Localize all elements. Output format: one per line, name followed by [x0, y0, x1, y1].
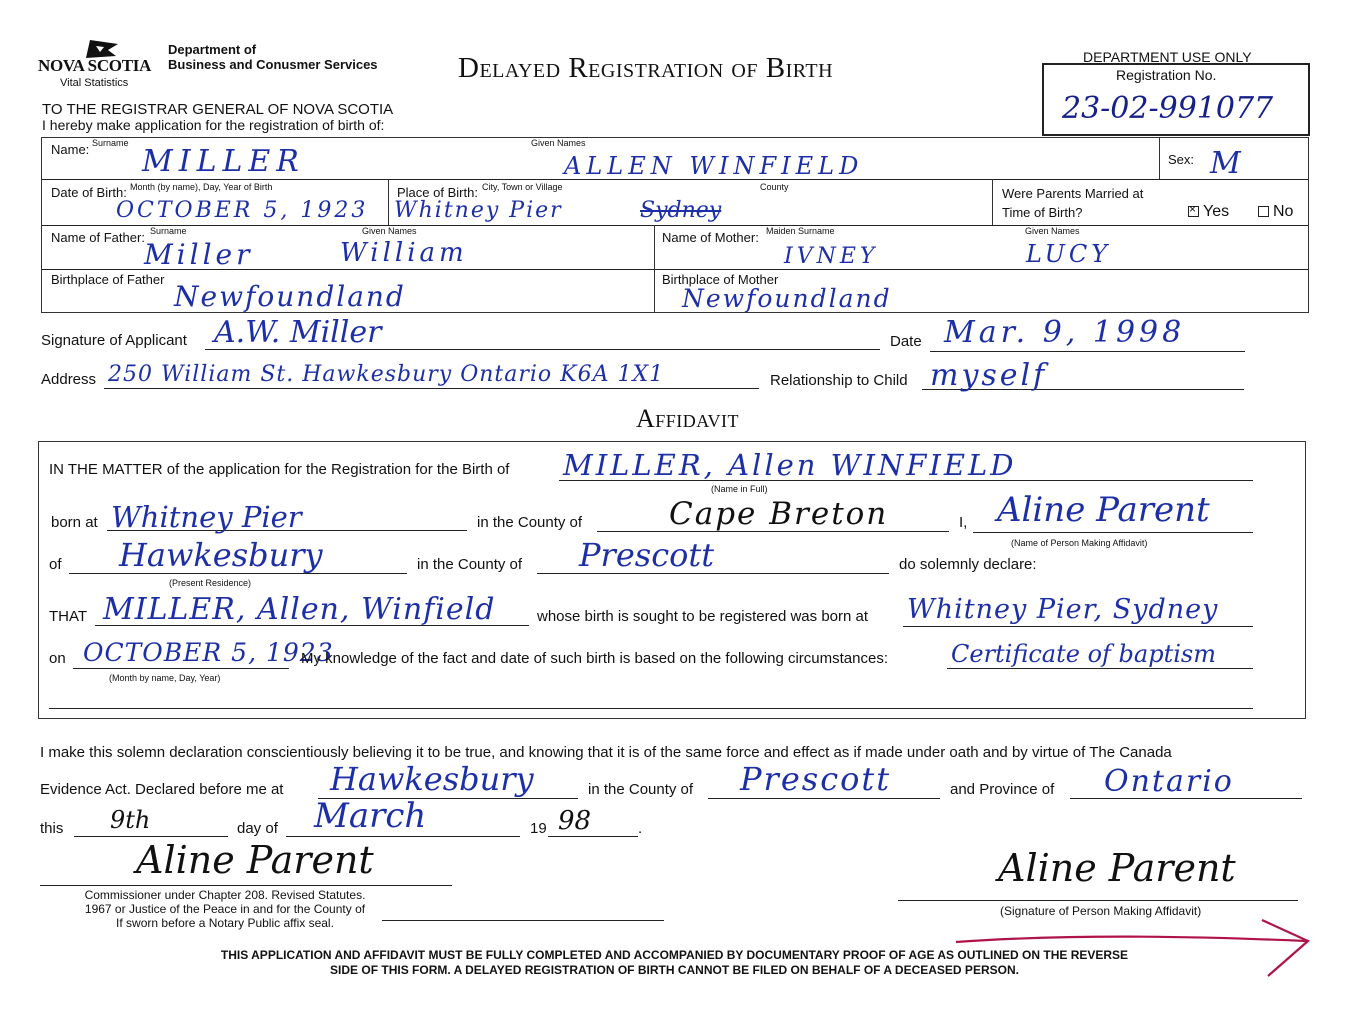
declarant-signature[interactable]: Aline Parent — [998, 846, 1236, 890]
address-line — [104, 388, 759, 389]
circumstances-field[interactable]: Certificate of baptism — [951, 640, 1216, 668]
footer-line-2: SIDE OF THIS FORM. A DELAYED REGISTRATION OF BIRTH CANNOT BE FILED ON BEHALF OF A DECEASED PERSON. — [330, 963, 1019, 977]
commissioner-caption-1: Commissioner under Chapter 208. Revised Statutes. — [84, 888, 366, 902]
maiden-surname-caption: Maiden Surname — [766, 226, 835, 236]
surname-field[interactable]: MILLER — [142, 144, 305, 179]
surname-caption: Surname — [92, 138, 129, 148]
declared-county-field[interactable]: Prescott — [740, 760, 892, 798]
to-registrar-line: TO THE REGISTRAR GENERAL OF NOVA SCOTIA — [42, 101, 394, 118]
name-in-full-caption: (Name in Full) — [711, 484, 768, 494]
mother-surname-field[interactable]: IVNEY — [784, 244, 879, 269]
this-label: this — [40, 820, 64, 837]
commissioner-caption — [70, 888, 380, 930]
dob-field[interactable]: OCTOBER 5, 1923 — [116, 198, 369, 223]
address-field[interactable]: 250 William St. Hawkesbury Ontario K6A 1X1 — [108, 362, 665, 387]
footer-notice — [0, 948, 1349, 978]
department-name — [168, 42, 378, 72]
footer-line-1: THIS APPLICATION AND AFFIDAVIT MUST BE FULLY COMPLETED AND ACCOMPANIED BY DOCUMENTARY PROOF OF AGE AS OUTLINED ON THE REVERSE — [220, 948, 1129, 962]
day-field[interactable]: 9th — [110, 806, 151, 834]
declarant-signature-line — [898, 900, 1298, 901]
department-line-2: Business and Conusmer Services — [168, 57, 378, 72]
applicant-signature[interactable]: A.W. Miller — [214, 315, 382, 350]
month-field[interactable]: March — [314, 796, 427, 836]
col-divider — [992, 179, 993, 225]
born-place-field[interactable]: Whitney Pier, Sydney — [907, 594, 1219, 625]
dob-label: Date of Birth: — [51, 185, 127, 200]
registration-table — [41, 137, 1309, 313]
date-line — [930, 351, 1245, 352]
declared-place-field[interactable]: Hawkesbury — [330, 760, 534, 798]
yes-label: Yes — [1203, 203, 1230, 220]
apply-line: I hereby make application for the registration of birth of: — [42, 117, 385, 133]
year-prefix: 19 — [530, 820, 547, 837]
father-given-caption: Given Names — [362, 226, 417, 236]
of-label: of — [49, 556, 62, 573]
declarant-signature-caption: (Signature of Person Making Affidavit) — [1000, 904, 1202, 918]
yes-checkbox[interactable] — [1188, 206, 1199, 217]
pob-city-field[interactable]: Whitney Pier — [394, 198, 563, 223]
commissioner-county-line — [382, 920, 664, 921]
on-label: on — [49, 650, 66, 667]
knowledge-label: My knowledge of the fact and date of such birth is based on the following circumstances: — [301, 650, 888, 667]
relationship-label: Relationship to Child — [770, 372, 908, 389]
declared-county-line — [708, 798, 940, 799]
declarant-line — [973, 532, 1253, 533]
residence-caption: (Present Residence) — [169, 578, 252, 588]
col-divider — [388, 179, 389, 225]
on-date-line — [73, 668, 289, 669]
brand-name: NOVA SCOTIA — [38, 56, 152, 75]
pob-label: Place of Birth: — [397, 185, 478, 200]
pob-county-field[interactable]: Sydney — [640, 198, 722, 223]
declarant-field[interactable]: Aline Parent — [997, 490, 1210, 530]
mother-label: Name of Mother: — [662, 230, 759, 245]
period: . — [638, 820, 643, 837]
mother-given-caption: Given Names — [1025, 226, 1080, 236]
affidavit-heading: Affidavit — [636, 404, 739, 433]
married-no-option[interactable] — [1258, 203, 1293, 221]
born-at-label: born at — [51, 514, 98, 531]
residence-county-label: in the County of — [417, 556, 523, 573]
department-line-1: Department of — [168, 42, 257, 57]
born-at-field[interactable]: Whitney Pier — [111, 500, 302, 534]
declare-label: do solemnly declare: — [899, 556, 1037, 573]
day-of-label: day of — [237, 820, 278, 837]
circumstances-line — [947, 668, 1253, 669]
no-label: No — [1273, 203, 1294, 220]
sex-label: Sex: — [1168, 152, 1195, 167]
mother-given-field[interactable]: LUCY — [1026, 240, 1112, 268]
father-label: Name of Father: — [51, 230, 145, 245]
mother-birthplace-field[interactable]: Newfoundland — [682, 284, 892, 313]
commissioner-caption-2: 1967 or Justice of the Peace in and for the County of — [84, 902, 366, 916]
i-label: I, — [959, 514, 968, 531]
row-divider — [42, 225, 1308, 226]
mother-birthplace-label: Birthplace of Mother — [662, 272, 779, 287]
registration-number-box — [1042, 63, 1310, 136]
no-checkbox[interactable] — [1258, 206, 1269, 217]
year-line — [548, 836, 638, 837]
born-place-line — [903, 626, 1253, 627]
that-label: THAT — [49, 608, 88, 625]
father-given-field[interactable]: William — [340, 238, 468, 268]
whose-label: whose birth is sought to be registered was born at — [537, 608, 869, 625]
address-label: Address — [41, 371, 97, 388]
married-question-2: Time of Birth? — [1002, 205, 1083, 220]
declarant-caption: (Name of Person Making Affidavit) — [1011, 538, 1148, 548]
married-question-1: Were Parents Married at — [1002, 186, 1144, 201]
father-birthplace-field[interactable]: Newfoundland — [174, 280, 406, 313]
dob-caption: Month (by name), Day, Year of Birth — [130, 182, 273, 192]
dept-use-label: DEPARTMENT USE ONLY — [1083, 49, 1252, 65]
commissioner-caption-3: If sworn before a Notary Public affix seal. — [116, 916, 334, 930]
registration-number[interactable]: 23-02-991077 — [1062, 91, 1274, 126]
extra-line — [49, 708, 1253, 709]
province-field[interactable]: Ontario — [1104, 764, 1234, 799]
form-title: Delayed Registration of Birth — [458, 52, 834, 84]
name-label: Name: — [51, 142, 90, 157]
father-birthplace-label: Birthplace of Father — [51, 272, 165, 287]
evidence-label: Evidence Act. Declared before me at — [40, 781, 284, 798]
born-county-label: in the County of — [477, 514, 583, 531]
given-names-caption: Given Names — [531, 138, 586, 148]
commissioner-signature[interactable]: Aline Parent — [136, 838, 374, 882]
given-names-field[interactable]: ALLEN WINFIELD — [564, 152, 864, 180]
residence-county-field[interactable]: Prescott — [579, 536, 715, 574]
applicant-signature-label: Signature of Applicant — [41, 332, 187, 349]
sex-field[interactable]: M — [1210, 146, 1241, 181]
county-caption: County — [760, 182, 789, 192]
declaration-text: I make this solemn declaration conscientiously believing it to be true, and knowing that it is of the same force and effect as if made under oath and by virtue of The Canada — [40, 744, 1172, 761]
registration-number-label: Registration No. — [1116, 67, 1217, 83]
on-date-field[interactable]: OCTOBER 5, 1923 — [83, 638, 334, 667]
col-divider — [654, 225, 655, 313]
matter-name-field[interactable]: MILLER, Allen WINFIELD — [563, 448, 1017, 482]
date-label: Date — [890, 333, 922, 350]
residence-field[interactable]: Hawkesbury — [119, 536, 323, 574]
commissioner-line — [40, 885, 452, 886]
affidavit-box — [38, 441, 1306, 719]
province-label: and Province of — [950, 781, 1055, 798]
pob-caption: City, Town or Village — [482, 182, 563, 192]
nova-scotia-logo — [38, 38, 166, 92]
father-surname-caption: Surname — [150, 226, 187, 236]
matter-label: IN THE MATTER of the application for the Registration for the Birth of — [49, 461, 510, 478]
month-line — [286, 836, 520, 837]
day-line — [74, 836, 228, 837]
application-date[interactable]: Mar. 9, 1998 — [944, 315, 1186, 350]
date-caption: (Month by name, Day, Year) — [109, 673, 221, 683]
born-county-field[interactable]: Cape Breton — [669, 496, 889, 532]
year-field[interactable]: 98 — [558, 806, 592, 836]
married-yes-option[interactable] — [1188, 203, 1229, 221]
that-name-field[interactable]: MILLER, Allen, Winfield — [103, 592, 496, 627]
brand-subtitle: Vital Statistics — [60, 77, 129, 89]
col-divider — [1159, 138, 1160, 179]
declared-county-label: in the County of — [588, 781, 694, 798]
father-surname-field[interactable]: Miller — [144, 238, 254, 271]
relationship-field[interactable]: myself — [930, 358, 1048, 393]
